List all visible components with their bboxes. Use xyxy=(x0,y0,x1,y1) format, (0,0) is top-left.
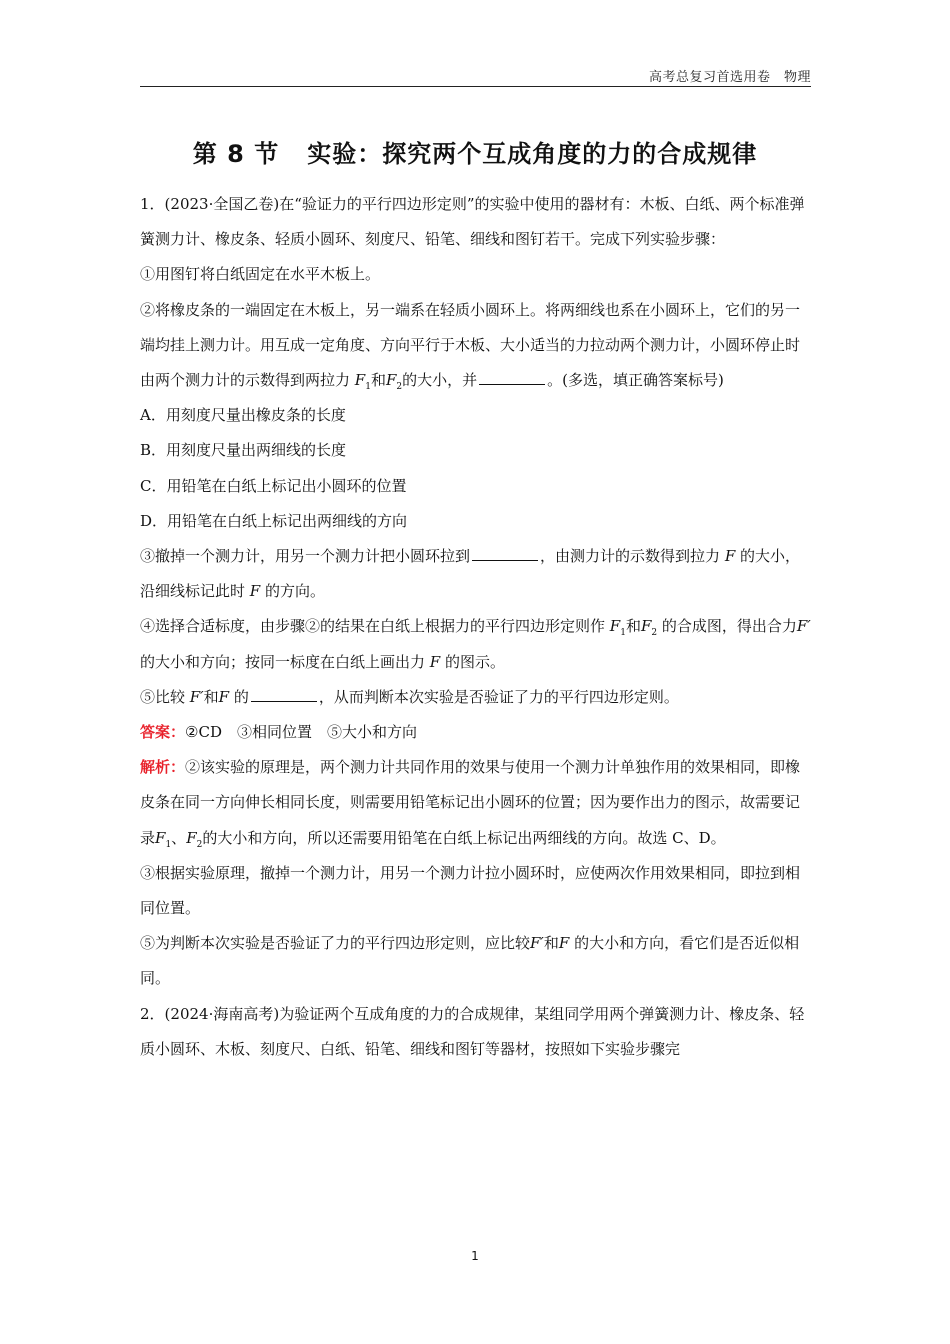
question-1-intro: 1．(2023·全国乙卷)在“验证力的平行四边形定则”的实验中使用的器材有：木板、白纸、两个标准弹簧测力计、橡皮条、轻质小圆环、刻度尺、铅笔、细线和图钉若干。完成下列实验步骤： xyxy=(140,195,805,249)
page-number: 1 xyxy=(471,1249,479,1263)
analysis-step-2: 解析：②该实验的原理是，两个测力计共同作用的效果与使用一个测力计单独作用的效果相同，即橡皮条在同一方向伸长相同长度，则需要用铅笔标记出小圆环的位置；因为要作出力的图示，故需要记录$F_1$、$F_2$的大小和方向，所以还需要用铅笔在白纸上标记出两细线的方向。故选 C、D。 xyxy=(140,758,801,850)
section-number: 第 8 节 xyxy=(192,140,280,168)
option-d: D．用铅笔在白纸上标记出两细线的方向 xyxy=(140,511,408,530)
page-header xyxy=(140,66,811,87)
question-1-step-5: ⑤比较 F′和F 的 ，从而判断本次实验是否验证了力的平行四边形定则。 xyxy=(140,687,679,706)
page-title xyxy=(0,134,950,169)
question-1-step-1: ①用图钉将白纸固定在水平木板上。 xyxy=(140,265,381,284)
answer-blank xyxy=(472,546,538,561)
option-c: C．用铅笔在白纸上标记出小圆环的位置 xyxy=(140,476,407,495)
analysis-step-3: ③根据实验原理，撤掉一个测力计，用另一个测力计拉小圆环时，应使两次作用效果相同，即拉到相同位置。 xyxy=(140,863,801,918)
answer-text: ②CD ③相同位置 ⑤大小和方向 xyxy=(185,723,417,742)
header-text: 高考总复习首选用卷 物理 xyxy=(648,70,811,85)
question-1-step-3: ③撤掉一个测力计，用另一个测力计把小圆环拉到 ，由测力计的示数得到拉力 F 的大小，沿细线标记此时 F 的方向。 xyxy=(140,547,801,601)
answer-blank xyxy=(479,370,545,385)
answer-blank xyxy=(251,687,317,702)
document-body xyxy=(140,187,812,1067)
question-2-intro: 2．(2024·海南高考)为验证两个互成角度的力的合成规律，某组同学用两个弹簧测力计、橡皮条、轻质小圆环、木板、刻度尺、白纸、铅笔、细线和图钉等器材，按照如下实验步骤完 xyxy=(140,1004,805,1058)
answer-line xyxy=(140,715,812,750)
answer-label: 答案： xyxy=(140,723,186,742)
question-1-step-2: ②将橡皮条的一端固定在木板上，另一端系在轻质小圆环上。将两细线也系在小圆环上，它们的另一端均挂上测力计。用互成一定角度、方向平行于木板、大小适当的力拉动两个测力计，小圆环停止时由两个测力计的示数得到两拉力 $F_1$和$F_2$的大小，并 。(多选，填正确答案标号) xyxy=(140,300,801,393)
analysis-label: 解析： xyxy=(140,758,186,777)
analysis-step-5: ⑤为判断本次实验是否验证了力的平行四边形定则，应比较F′和F 的大小和方向，看它们是否近似相同。 xyxy=(140,934,800,988)
option-a: A．用刻度尺量出橡皮条的长度 xyxy=(140,406,346,425)
question-1-step-4: ④选择合适标度，由步骤②的结果在白纸上根据力的平行四边形定则作 $F_1$和$F_2$ 的合成图，得出合力F′的大小和方向；按同一标度在白纸上画出力 F 的图示。 xyxy=(140,617,811,671)
section-topic: 实验：探究两个互成角度的力的合成规律 xyxy=(307,140,758,168)
option-b: B．用刻度尺量出两细线的长度 xyxy=(140,441,347,460)
